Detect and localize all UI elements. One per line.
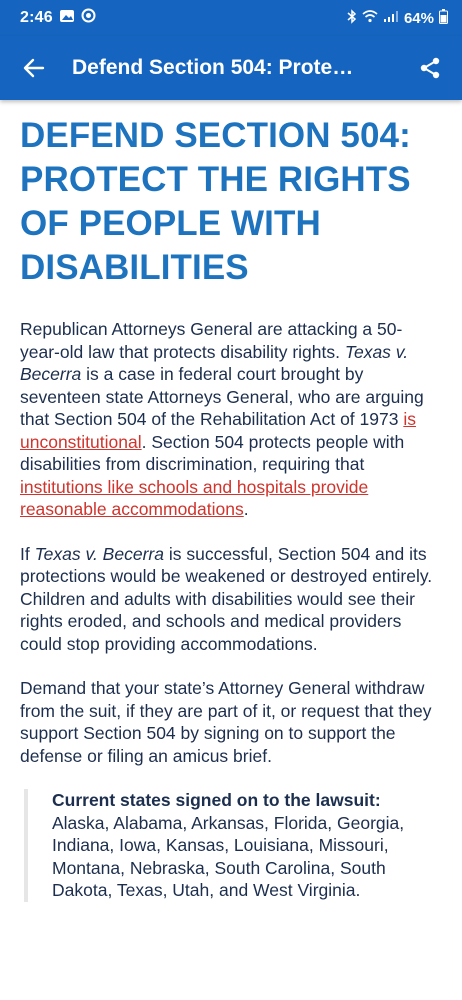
- paragraph-demand: Demand that your state’s Attorney General withdraw from the suit, if they are part of it, or request that they support Section 504 by signing on to support the defense or filing an amicus brief.: [20, 678, 432, 766]
- back-arrow-icon[interactable]: [14, 48, 54, 88]
- states-blockquote: [24, 789, 442, 902]
- app-bar: [0, 36, 462, 100]
- states-heading: Current states signed on to the lawsuit:: [52, 790, 381, 810]
- impact-text-1: If: [20, 543, 35, 564]
- paragraph-impact: [20, 543, 442, 656]
- status-bar: [0, 0, 462, 36]
- impact-text-2: is successful, Section 504 and its protections would be weakened or destroyed entirely. Children and adults with disabilities would see their rights eroded, and schools and medical providers could stop providing accommodations.: [20, 543, 433, 654]
- wifi-icon: [362, 10, 378, 27]
- share-icon[interactable]: [410, 48, 450, 88]
- battery-icon: [439, 9, 448, 28]
- status-time: 2:46: [20, 9, 53, 26]
- app-bar-title: Defend Section 504: Prote…: [72, 56, 354, 79]
- battery-percent: 64%: [403, 9, 434, 27]
- link-unconstitutional[interactable]: is unconstitutional: [20, 409, 416, 452]
- signal-icon: [383, 10, 399, 27]
- intro-text-3: . Section 504 protects people with disabilities from discrimination, requiring that: [20, 431, 405, 474]
- paragraph-intro: [20, 318, 442, 521]
- article-content: [0, 100, 462, 902]
- status-left: [20, 8, 96, 28]
- bluetooth-icon: [347, 9, 357, 28]
- case-name: Texas v. Becerra: [34, 543, 164, 564]
- article-headline: DEFEND SECTION 504: PROTECT THE RIGHTS OF PEOPLE WITH DISABILITIES: [20, 116, 411, 287]
- states-list: Alaska, Alabama, Arkansas, Florida, Georgia, Indiana, Iowa, Kansas, Louisiana, Missouri, Montana, Nebraska, South Carolina, South Dakota, Texas, Utah, and West Virginia.: [52, 812, 405, 900]
- intro-text-2: is a case in federal court brought by seventeen state Attorneys General, who are arguing that Section 504 of the Rehabilitation Act of 1973: [20, 364, 424, 429]
- link-accommodations[interactable]: institutions like schools and hospitals provide reasonable accommodations: [20, 476, 369, 519]
- status-right: [347, 9, 448, 28]
- gallery-icon: [59, 9, 75, 28]
- intro-text-1: Republican Attorneys General are attacking a 50-year-old law that protects disability rights.: [20, 319, 403, 362]
- case-name: Texas v. Becerra: [20, 341, 409, 384]
- circle-status-icon: [81, 8, 96, 28]
- intro-text-4: .: [243, 499, 249, 519]
